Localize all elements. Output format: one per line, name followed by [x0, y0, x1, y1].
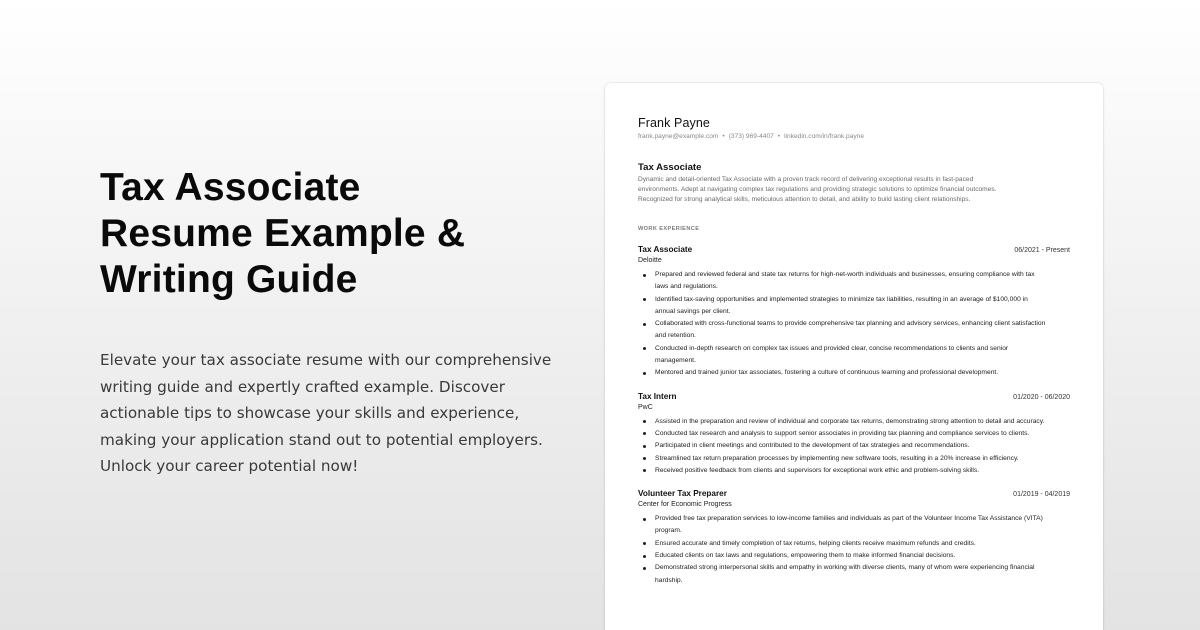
summary-line: Dynamic and detail-oriented Tax Associate with a proven track record of delivering exceptional results in fast-paced: [638, 176, 974, 183]
bullet-icon: [643, 555, 646, 558]
description-line: Elevate your tax associate resume with our comprehensive: [100, 351, 552, 369]
hero-section: [100, 165, 560, 480]
description-line: making your application stand out to potential employers.: [100, 430, 543, 449]
bullet-item: [638, 367, 1070, 379]
contact-separator: •: [777, 133, 781, 140]
job-header: [638, 244, 1070, 256]
job-company: Center for Economic Progress: [638, 501, 732, 509]
bullet-item: [638, 465, 1070, 477]
summary-text: [638, 175, 1070, 205]
bullet-item: [638, 440, 1070, 452]
bullet-item: [638, 294, 1070, 319]
section-label-work-experience: WORK EXPERIENCE: [638, 226, 700, 232]
description-line: writing guide and expertly crafted example. Discover: [100, 377, 505, 396]
bullet-item: [638, 453, 1070, 465]
bullet-item: [638, 513, 1070, 538]
job-entry: [638, 244, 1070, 380]
bullet-icon: [643, 298, 646, 301]
resume-preview-card: [605, 83, 1103, 630]
contact-email: frank.payne@example.com: [638, 133, 719, 140]
job-bullets: [638, 513, 1070, 587]
job-title: Tax Intern: [638, 391, 677, 401]
job-dates: 01/2020 - 06/2020: [1013, 393, 1070, 401]
bullet-text: Educated clients on tax laws and regulations, empowering them to make informed financial decisions.: [655, 552, 956, 560]
job-dates: 01/2019 - 04/2019: [1013, 491, 1070, 499]
bullet-text: Mentored and trained junior tax associates, fostering a culture of continuous learning and professional development.: [655, 369, 999, 377]
bullet-item: [638, 428, 1070, 440]
bullet-icon: [643, 518, 646, 521]
bullet-text: Received positive feedback from clients and supervisors for exceptional work ethic and problem-solving skills.: [655, 466, 980, 474]
bullet-icon: [643, 567, 646, 570]
bullet-text: Streamlined tax return preparation processes by implementing new software tools, resulting in a 20% increase in efficiency.: [655, 454, 1019, 462]
bullet-text: Demonstrated strong interpersonal skills and empathy in working with diverse clients, many of whom were experiencing financial hardship.: [655, 564, 1035, 584]
bullet-item: [638, 269, 1070, 294]
contact-linkedin: linkedin.com/in/frank.payne: [784, 133, 864, 140]
job-bullets: [638, 416, 1070, 477]
bullet-text: Conducted in-depth research on complex tax issues and provided clear, concise recommendations to clients and senior management.: [655, 344, 1009, 365]
description-line: actionable tips to showcase your skills and experience,: [100, 404, 520, 423]
description-line: Unlock your career potential now!: [100, 457, 359, 476]
bullet-text: Prepared and reviewed federal and state tax returns for high-net-worth individuals and businesses, ensuring compliance with tax laws and regulations.: [655, 271, 1035, 291]
job-dates: 06/2021 - Present: [1014, 247, 1070, 254]
job-entry: [638, 488, 1070, 587]
bullet-item: [638, 318, 1070, 343]
bullet-item: [638, 343, 1070, 368]
job-company: Deloitte: [638, 257, 662, 264]
job-bullets: [638, 269, 1070, 380]
page-title-line: Writing Guide: [100, 258, 358, 301]
bullet-text: Ensured accurate and timely completion of tax returns, helping clients receive maximum refunds and credits.: [655, 539, 976, 547]
bullet-text: Conducted tax research and analysis to support senior associates in providing tax planning and compliance services to clients.: [655, 429, 1030, 437]
summary-title: Tax Associate: [638, 162, 702, 173]
bullet-text: Provided free tax preparation services to low-income families and individuals as part of the Volunteer Income Tax Assistance (VITA) program.: [655, 515, 1043, 535]
job-company: PwC: [638, 403, 653, 411]
resume-contact: [638, 132, 1070, 141]
contact-separator: •: [722, 133, 725, 140]
summary-line: environments. Adept at navigating complex tax regulations and providing strategic solutions to optimize financial outcomes.: [638, 186, 997, 193]
bullet-icon: [643, 347, 646, 350]
job-header: [638, 488, 1070, 500]
bullet-icon: [643, 420, 646, 423]
bullet-icon: [643, 469, 646, 472]
bullet-item: [638, 562, 1070, 587]
job-title: Volunteer Tax Preparer: [638, 489, 727, 499]
resume-name: Frank Payne: [638, 116, 710, 130]
job-entry: [638, 391, 1070, 477]
bullet-text: Assisted in the preparation and review of individual and corporate tax returns, demonstrating strong attention to detail and accuracy.: [655, 417, 1045, 425]
page-title-line: Tax Associate: [100, 166, 361, 209]
bullet-icon: [643, 372, 646, 375]
bullet-icon: [643, 274, 646, 277]
bullet-icon: [643, 432, 646, 435]
page-title: [100, 165, 560, 303]
bullet-item: [638, 416, 1070, 428]
bullet-item: [638, 550, 1070, 562]
bullet-item: [638, 538, 1070, 550]
page-title-line: Resume Example &: [100, 212, 466, 255]
page-description: [100, 347, 560, 480]
bullet-icon: [643, 457, 646, 460]
job-title: Tax Associate: [638, 245, 693, 254]
contact-phone: (373) 969-4407: [728, 133, 774, 140]
bullet-icon: [643, 542, 646, 545]
summary-line: Recognized for strong analytical skills, meticulous attention to detail, and ability to build lasting client relationships.: [638, 196, 971, 203]
bullet-text: Identified tax-saving opportunities and implemented strategies to minimize tax liabilities, resulting in an average of $100,000 in annual savings per client.: [655, 295, 1028, 315]
resume-document: [638, 116, 1070, 587]
bullet-text: Collaborated with cross-functional teams to provide comprehensive tax planning and advisory services, enhancing client satisfaction and retention.: [655, 320, 1046, 340]
job-header: [638, 391, 1070, 403]
bullet-icon: [643, 445, 646, 448]
bullet-icon: [643, 323, 646, 326]
bullet-text: Participated in client meetings and contributed to the development of tax strategies and recommendations.: [655, 442, 970, 450]
